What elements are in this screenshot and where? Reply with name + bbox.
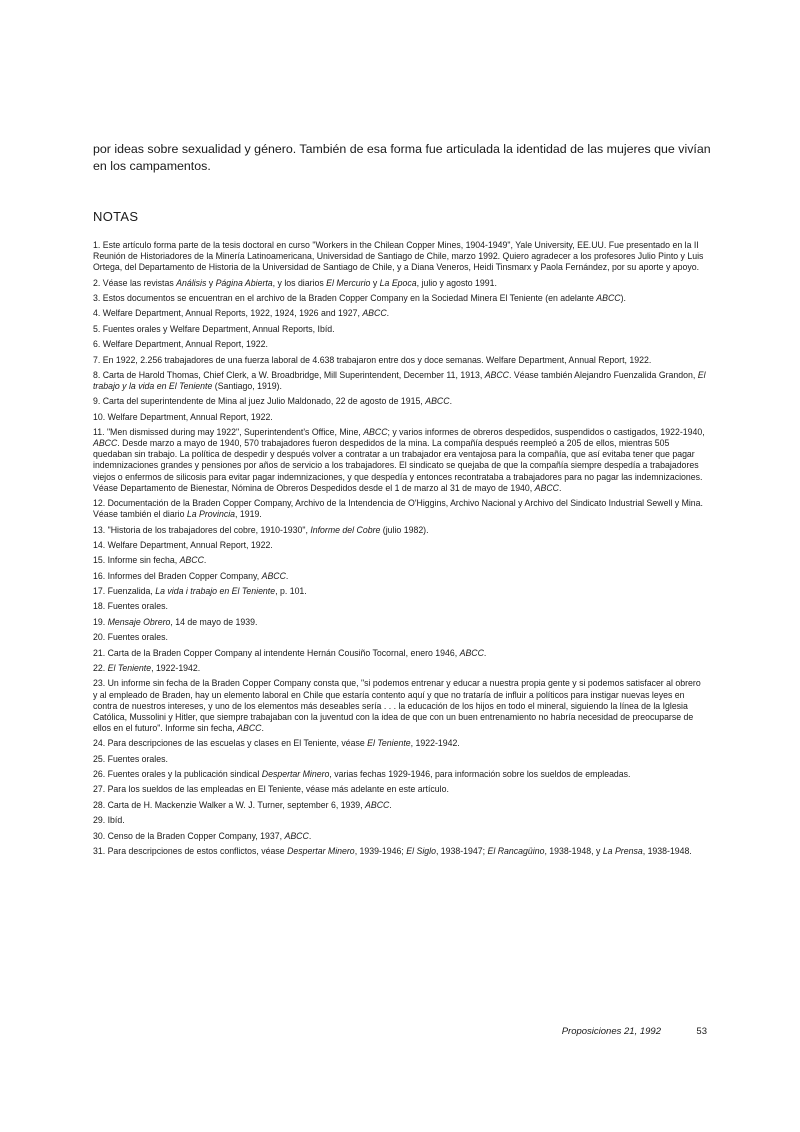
footnote-text: 2. Véase las revistas [93, 277, 177, 288]
footnote-italic-text: La Provincia [186, 509, 236, 520]
footnote-text: 7. En 1922, 2.256 trabajadores de una fuerza laboral de 4.638 trabajaron entre dos y doce semanas. Welfare Department, Annual Report, 1922. [93, 354, 652, 365]
footnote-text: 6. Welfare Department, Annual Report, 1922. [93, 339, 268, 350]
footnote-italic-text: Análisis [176, 277, 207, 288]
footnote-text: 16. Informes del Braden Copper Company, [93, 570, 262, 581]
footnote-text: , 1919. [235, 509, 262, 520]
footnote-italic-text: Despertar Minero [287, 845, 355, 856]
notes-heading: NOTAS [93, 209, 139, 224]
footnote-italic-text: ABCC [459, 647, 484, 658]
footnote-text: 27. Para los sueldos de las empleadas en El Teniente, véase más adelante en este artículo. [93, 784, 449, 795]
footnote [93, 396, 707, 407]
footnote-text: (Santiago, 1919). [212, 381, 282, 392]
footnote-text: 25. Fuentes orales. [93, 753, 168, 764]
footnote-text: 9. Carta del superintendente de Mina al juez Julio Maldonado, 22 de agosto de 1915, [93, 396, 426, 407]
footnote-text: 26. Fuentes orales y la publicación sindical [93, 768, 262, 779]
footnote [93, 617, 707, 628]
footnote-text: . [449, 396, 452, 407]
footnote [93, 754, 707, 765]
notes-list [93, 240, 707, 861]
footnote-italic-text: ABCC [596, 292, 621, 303]
footnote-text: 22. [93, 663, 108, 674]
footnote [93, 601, 707, 612]
journal-citation: Proposiciones 21, 1992 [561, 1026, 661, 1037]
footnote-text: ). [620, 292, 626, 303]
footnote-text: . [483, 647, 487, 658]
page-number: 53 [696, 1026, 707, 1037]
footnote-italic-text: El trabajo y la vida en El Teniente [93, 369, 706, 392]
footnote [93, 278, 707, 289]
footnote [93, 769, 707, 780]
footnote-text: 3. Estos documentos se encuentran en el archivo de la Braden Copper Company en la Sociedad Minera El Teniente (en adelante [93, 292, 597, 303]
footnote-text: . [285, 570, 289, 581]
footnote-italic-text: ABCC [93, 438, 118, 449]
footnote [93, 324, 707, 335]
footnote [93, 240, 707, 273]
footnote-text: , 14 de mayo de 1939. [170, 616, 258, 627]
footnote-text: 18. Fuentes orales. [93, 601, 168, 612]
footnote-italic-text: Mensaje Obrero [107, 616, 171, 627]
footnote [93, 370, 707, 392]
footnote-italic-text: ABCC [237, 722, 262, 733]
footnote-text: 17. Fuenzalida, [93, 586, 156, 597]
footnote-italic-text: Despertar Minero [261, 768, 330, 779]
footnote-text: . [389, 799, 392, 810]
footnote-italic-text: ABCC [261, 570, 286, 581]
footnote-text: , 1938-1947; [435, 845, 488, 856]
footnote [93, 498, 707, 520]
footnote-text: , julio y agosto 1991. [416, 277, 497, 288]
footnote [93, 648, 707, 659]
footnote-text: , 1939-1946; [354, 845, 407, 856]
footnote [93, 339, 707, 350]
footnote-italic-text: ABCC [179, 555, 204, 566]
footnote-text: , varias fechas 1929-1946, para información sobre los sueldos de empleadas. [329, 768, 631, 779]
footnote [93, 678, 707, 733]
footnote-text: . [203, 555, 207, 566]
footnote-italic-text: El Mercurio [326, 277, 371, 288]
footnote [93, 632, 707, 643]
footnote [93, 831, 707, 842]
footnote-text: y [370, 277, 380, 288]
footnote-italic-text: La vida i trabajo en El Teniente [155, 586, 276, 597]
footnote-text: 19. [93, 616, 108, 627]
footnote-italic-text: El Siglo [406, 845, 436, 856]
footnote-text: , p. 101. [275, 586, 307, 597]
footnote-italic-text: ABCC [363, 427, 388, 438]
footnote-text: . Véase también Alejandro Fuenzalida Grandon, [509, 369, 698, 380]
footnote-text: 11. "Men dismissed during may 1922", Superintendent's Office, Mine, [93, 427, 364, 438]
footnote-text: 13. "Historia de los trabajadores del cobre, 1910-1930", [93, 524, 311, 535]
footnote-text: ; y varios informes de obreros despedidos, suspendidos o castigados, 1922-1940, [387, 427, 705, 438]
footnote-text: y [206, 277, 216, 288]
footnote-italic-text: ABCC [534, 482, 559, 493]
footnote-italic-text: ABCC [425, 396, 450, 407]
footnote-text: . [558, 482, 562, 493]
intro-paragraph: por ideas sobre sexualidad y género. También de esa forma fue articulada la identidad de las mujeres que vivían en los campamentos. [93, 142, 711, 173]
footnote-italic-text: ABCC [484, 369, 509, 380]
footnote-italic-text: El Teniente [367, 738, 411, 749]
footnote-text: 5. Fuentes orales y Welfare Department, Annual Reports, Ibíd. [93, 323, 335, 334]
footnote-italic-text: Informe del Cobre [310, 524, 381, 535]
footnote-text: , 1922-1942. [151, 663, 201, 674]
footnote [93, 663, 707, 674]
footnote-text: . [308, 830, 312, 841]
footnote-text: 31. Para descripciones de estos conflictos, véase [93, 845, 288, 856]
footnote-text: . [386, 308, 390, 319]
footnote-text: 20. Fuentes orales. [93, 632, 168, 643]
footnote [93, 815, 707, 826]
footnote-text: 1. Este artículo forma parte de la tesis doctoral en curso "Workers in the Chilean Copper Mines, 1904-1949", Yale University, EE.UU. Fue presentado en la II Reunión de Historiadores de la Minería Latinoamericana, Universidad de Santiago de Chile, marzo 1992. Quiero agradecer a los profesores Julio Pinto y Luis Ortega, del Departamento de Historia de la Universidad de Santiago de Chile, y a Diana Veneros, Heidi Tinsmarx y Paola Fernández, por su aporte y apoyo. [93, 240, 704, 273]
footnote-text: (julio 1982). [380, 524, 429, 535]
footnote-text: 10. Welfare Department, Annual Report, 1922. [93, 411, 273, 422]
footnote-text: , y los diarios [272, 277, 327, 288]
footnote [93, 427, 707, 494]
footnote-italic-text: El Teniente [107, 663, 152, 674]
footnote-text: , 1938-1948. [642, 845, 692, 856]
footnote-italic-text: ABCC [362, 308, 387, 319]
footnote-text: 12. Documentación de la Braden Copper Company, Archivo de la Intendencia de O'Higgins, Archivo Nacional y Archivo del Sindicato Industrial Sewell y Mina. Véase también el diario [93, 498, 703, 520]
footnote [93, 784, 707, 795]
footnote-italic-text: ABCC [284, 830, 309, 841]
footnote-italic-text: Página Abierta [215, 277, 273, 288]
footnote [93, 540, 707, 551]
footnote-text: 15. Informe sin fecha, [93, 555, 180, 566]
footnote [93, 800, 707, 811]
footnote [93, 412, 707, 423]
footnote-text: , 1922-1942. [410, 738, 460, 749]
footnote-text: 4. Welfare Department, Annual Reports, 1922, 1924, 1926 and 1927, [93, 308, 363, 319]
footnote-italic-text: La Epoca [379, 277, 417, 288]
footnote [93, 293, 707, 304]
footnote [93, 308, 707, 319]
footnote-text: 23. Un informe sin fecha de la Braden Copper Company consta que, "si podemos entrenar y educar a nuestra propia gente y si podemos satisfacer al obrero y al empleado de Braden, hay un elemento laboral en Chile que estaría contento aquí y que no trataría de influir a políticos para instigar nuevas leyes en contra de nuestros intereses, y uno de los elementos más deseables sería . . . la educación de los hijos en todo el mineral, siguiendo la línea de la Iglesia Católica, Mussolini y Hitler, que siempre trabajaban con la juventud con la idea de que con un buen entrenamiento no habría necesidad de preocuparse de ellos en el futuro". Informe sin fecha, [93, 678, 701, 733]
footnote-italic-text: La Prensa [602, 845, 643, 856]
footnote [93, 846, 707, 857]
footnote-text: 24. Para descripciones de las escuelas y clases en El Teniente, véase [93, 738, 368, 749]
footnote [93, 571, 707, 582]
footnote-text: . Desde marzo a mayo de 1940, 570 trabajadores fueron despedidos de la mina. La compañía después reempleó a 205 de ellos, mientras 505 quedaban sin trabajo. La política de despedir y después volver a contratar a un trabajador era ventajosa para la compañía, que así evitaba tener que pagar indemnizaciones grandes y pensiones por años de servicio a los trabajadores. El sindicato se quejaba de que la compañía siempre despedía a trabajadores viejos o enfermos de silicosis para evitar pagar indemnizaciones, y que despedía y entonces recontrataba a trabajadores para no pagar las indemnizaciones. Véase Departamento de Bienestar, Nómina de Obreros Despedidos desde el 1 de marzo al 31 de mayo de 1940, [93, 438, 703, 493]
footnote [93, 525, 707, 536]
footnote [93, 738, 707, 749]
footnote [93, 355, 707, 366]
footnote-italic-text: El Rancagüino [487, 845, 545, 856]
footnote-italic-text: ABCC [365, 799, 390, 810]
footnote-text: . [261, 722, 264, 733]
footnote [93, 586, 707, 597]
footnote-text: 21. Carta de la Braden Copper Company al intendente Hernán Cousiño Tocornal, enero 1946, [93, 647, 460, 658]
footnote-text: 29. Ibíd. [93, 815, 125, 826]
footnote-text: , 1938-1948, y [544, 845, 603, 856]
footnote-text: 8. Carta de Harold Thomas, Chief Clerk, a W. Broadbridge, Mill Superintendent, December 11, 1913, [93, 369, 485, 380]
footnote-text: 14. Welfare Department, Annual Report, 1922. [93, 539, 273, 550]
footnote-text: 30. Censo de la Braden Copper Company, 1937, [93, 830, 285, 841]
footnote-text: 28. Carta de H. Mackenzie Walker a W. J. Turner, september 6, 1939, [93, 799, 366, 810]
footnote [93, 555, 707, 566]
